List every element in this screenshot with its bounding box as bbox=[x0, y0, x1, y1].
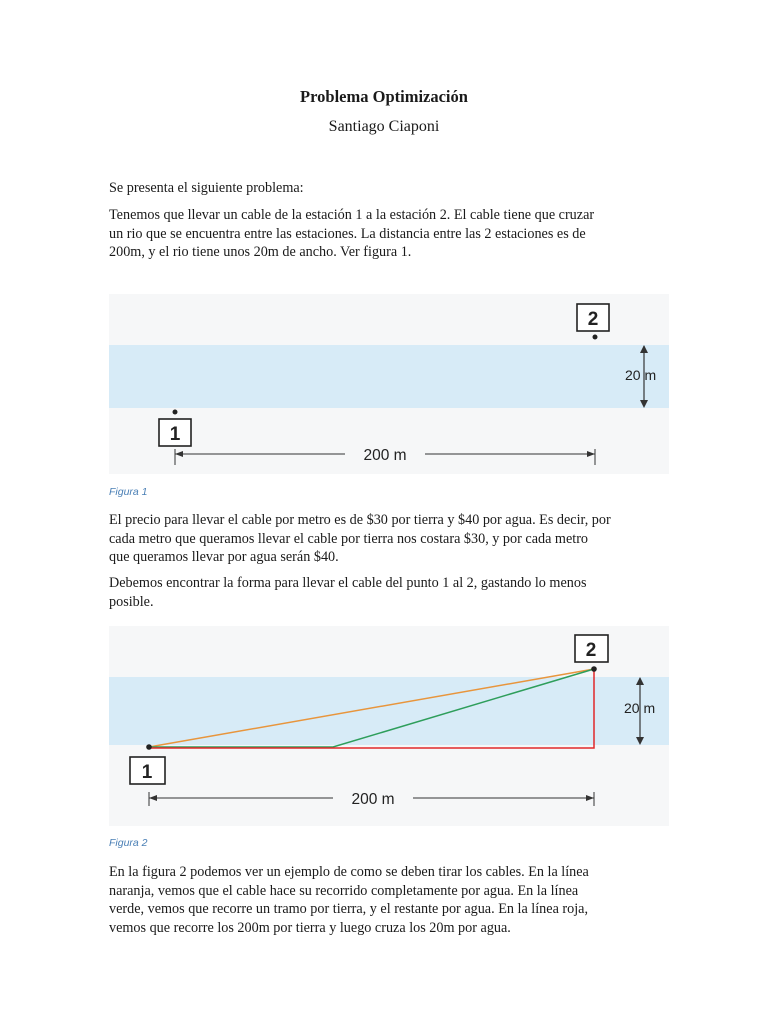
river-width-label: 20 m bbox=[625, 367, 657, 383]
figure-1-caption: Figura 1 bbox=[109, 486, 148, 498]
station-2-point bbox=[593, 335, 598, 340]
station-2-label: 2 bbox=[587, 309, 599, 330]
text-line: 200m, y el rio tiene unos 20m de ancho. Ver figura 1. bbox=[109, 244, 412, 260]
station-1-label: 1 bbox=[141, 762, 153, 783]
distance-label: 200 m bbox=[363, 447, 407, 464]
station-1-point bbox=[146, 744, 152, 750]
text-line: verde, vemos que recorre un tramo por tierra, y el restante por agua. En la línea roja, bbox=[109, 901, 589, 917]
figure-2 bbox=[109, 626, 669, 826]
document-author: Santiago Ciaponi bbox=[328, 118, 440, 135]
station-2-label: 2 bbox=[585, 640, 597, 661]
text-line: Tenemos que llevar un cable de la estación 1 a la estación 2. El cable tiene que cruzar bbox=[109, 207, 595, 223]
station-1-label: 1 bbox=[169, 424, 181, 445]
figure-2-caption: Figura 2 bbox=[109, 837, 148, 849]
text-line: naranja, vemos que el cable hace su recorrido completamente por agua. En la línea bbox=[109, 882, 579, 899]
text-line: cada metro que queramos llevar el cable por tierra nos costara $30, y por cada metro bbox=[109, 530, 589, 547]
text-line: que queramos llevar por agua serán $40. bbox=[109, 549, 339, 565]
document-title: Problema Optimización bbox=[300, 87, 468, 106]
text-line: Se presenta el siguiente problema: bbox=[109, 180, 304, 196]
figure-1 bbox=[109, 294, 669, 474]
distance-label: 200 m bbox=[351, 791, 395, 808]
text-line: En la figura 2 podemos ver un ejemplo de como se deben tirar los cables. En la línea bbox=[109, 864, 589, 880]
station-2-point bbox=[591, 666, 597, 672]
river-band bbox=[109, 345, 669, 408]
river-width-label: 20 m bbox=[624, 700, 656, 716]
problem-paragraph bbox=[109, 206, 669, 262]
station-1-point bbox=[173, 410, 178, 415]
explanation-paragraph bbox=[109, 863, 669, 937]
text-line: vemos que recorre los 200m por tierra y luego cruza los 20m por agua. bbox=[109, 919, 511, 936]
river-band bbox=[109, 677, 669, 745]
text-line: un rio que se encuentra entre las estaciones. La distancia entre las 2 estaciones es de bbox=[109, 225, 586, 242]
text-line: Debemos encontrar la forma para llevar el cable del punto 1 al 2, gastando lo menos bbox=[109, 575, 587, 591]
text-line: El precio para llevar el cable por metro es de $30 por tierra y $40 por agua. Es decir, por bbox=[109, 512, 611, 528]
goal-paragraph bbox=[109, 574, 669, 611]
text-line: posible. bbox=[109, 593, 154, 610]
pricing-paragraph bbox=[109, 511, 669, 567]
intro-paragraph bbox=[109, 179, 669, 198]
